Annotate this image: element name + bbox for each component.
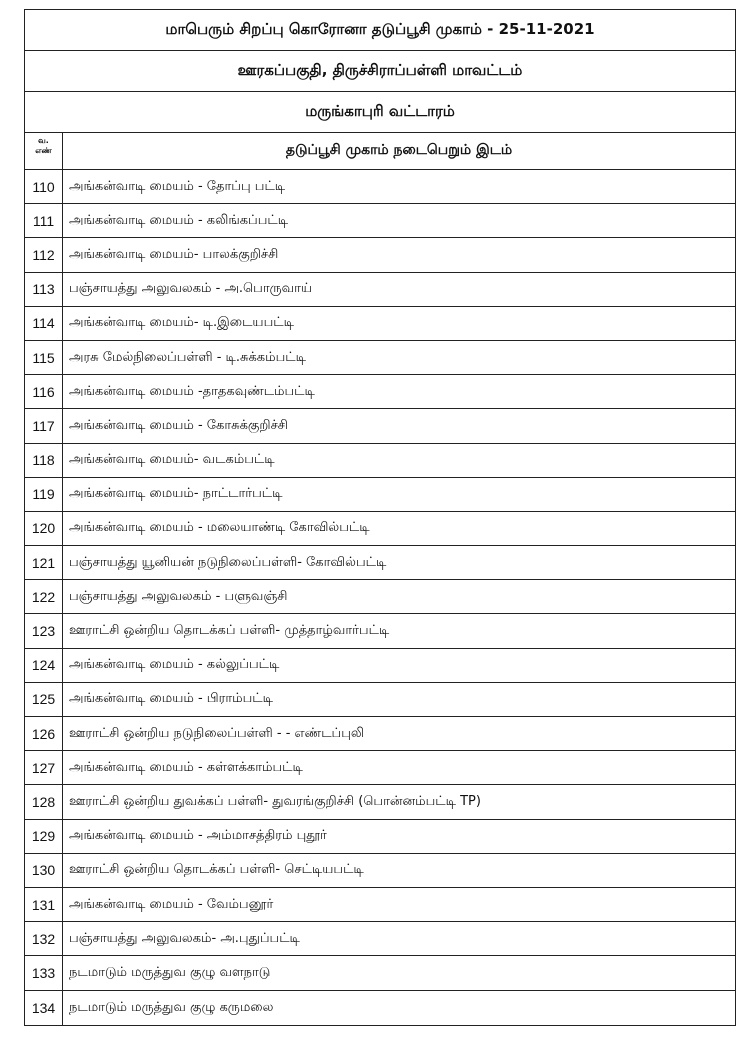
table-row (25, 614, 735, 648)
serial-number: 129 (25, 820, 63, 853)
table-row (25, 375, 735, 409)
table-row (25, 409, 735, 443)
serial-number: 123 (25, 614, 63, 647)
camp-location: அங்கன்வாடி மையம்- வடகம்பட்டி (69, 452, 275, 468)
table-row (25, 170, 735, 204)
camp-location-header: தடுப்பூசி முகாம் நடைபெறும் இடம் (285, 142, 513, 158)
camp-location: அங்கன்வாடி மையம்- நாட்டார்பட்டி (69, 486, 283, 502)
camp-location: பஞ்சாயத்து அலுவலகம் - அ.பொருவாய் (69, 281, 313, 297)
serial-number: 130 (25, 854, 63, 887)
camp-location: ஊராட்சி ஒன்றிய நடுநிலைப்பள்ளி - - எண்டப்புலி (69, 725, 365, 741)
serial-number-header (25, 133, 63, 169)
serial-number: 110 (25, 170, 63, 203)
camp-location: ஊராட்சி ஒன்றிய தொடக்கப் பள்ளி- செட்டியபட்டி (69, 862, 364, 878)
camp-location: அங்கன்வாடி மையம் - கள்ளக்காம்பட்டி (69, 759, 303, 775)
camp-location: நடமாடும் மருத்துவ குழு வளநாடு (69, 964, 271, 980)
serial-number: 122 (25, 580, 63, 613)
camp-location: பஞ்சாயத்து அலுவலகம்- அ.புதுப்பட்டி (69, 930, 300, 946)
serial-number-header-line1: வ. (38, 136, 49, 145)
serial-number: 117 (25, 409, 63, 442)
table-row (25, 341, 735, 375)
serial-number: 116 (25, 375, 63, 408)
serial-number: 134 (25, 991, 63, 1025)
camp-location: அங்கன்வாடி மையம்- டி.இடையபட்டி (69, 315, 294, 331)
serial-number: 132 (25, 922, 63, 955)
table-row (25, 956, 735, 990)
vaccination-camp-table (24, 9, 736, 1026)
table-row (25, 820, 735, 854)
camp-location: அங்கன்வாடி மையம் - கலிங்கப்பட்டி (69, 212, 289, 228)
serial-number: 133 (25, 956, 63, 989)
table-body (25, 170, 735, 1025)
table-row (25, 307, 735, 341)
serial-number: 128 (25, 785, 63, 818)
serial-number: 118 (25, 444, 63, 477)
table-row (25, 785, 735, 819)
table-row (25, 273, 735, 307)
camp-location: அங்கன்வாடி மையம் -தாதகவுண்டம்பட்டி (69, 383, 315, 399)
serial-number: 124 (25, 649, 63, 682)
serial-number: 126 (25, 717, 63, 750)
table-row (25, 512, 735, 546)
table-row (25, 238, 735, 272)
table-row (25, 922, 735, 956)
table-row (25, 580, 735, 614)
camp-location: நடமாடும் மருத்துவ குழு கருமலை (69, 999, 274, 1015)
camp-title: மாபெரும் சிறப்பு கொரோனா தடுப்பூசி முகாம் - 25-11-2021 (25, 10, 735, 51)
block-title: மருங்காபுரி வட்டாரம் (25, 92, 735, 133)
table-row (25, 751, 735, 785)
serial-number: 121 (25, 546, 63, 579)
serial-number: 112 (25, 238, 63, 271)
camp-location: பஞ்சாயத்து யூனியன் நடுநிலைப்பள்ளி- கோவில்பட்டி (69, 554, 387, 570)
serial-number: 125 (25, 683, 63, 716)
table-row (25, 854, 735, 888)
camp-location: பஞ்சாயத்து அலுவலகம் - பளுவஞ்சி (69, 588, 288, 604)
camp-location: அங்கன்வாடி மையம் - கோசுக்குறிச்சி (69, 417, 288, 433)
camp-location: அங்கன்வாடி மையம்- பாலக்குறிச்சி (69, 246, 279, 262)
column-header-row (25, 133, 735, 170)
serial-number-header-line2: எண் (35, 145, 52, 155)
table-row (25, 546, 735, 580)
serial-number: 119 (25, 478, 63, 511)
table-row (25, 888, 735, 922)
camp-location: ஊராட்சி ஒன்றிய தொடக்கப் பள்ளி- முத்தாழ்வார்பட்டி (69, 623, 390, 639)
camp-location: அங்கன்வாடி மையம் - வேம்பனூர் (69, 896, 274, 912)
table-row (25, 991, 735, 1025)
district-title: ஊரகப்பகுதி, திருச்சிராப்பள்ளி மாவட்டம் (25, 51, 735, 92)
serial-number: 127 (25, 751, 63, 784)
table-row (25, 478, 735, 512)
camp-location: அங்கன்வாடி மையம் - மலையாண்டி கோவில்பட்டி (69, 520, 370, 536)
serial-number: 131 (25, 888, 63, 921)
table-row (25, 444, 735, 478)
serial-number: 111 (25, 204, 63, 237)
table-row (25, 649, 735, 683)
serial-number: 115 (25, 341, 63, 374)
table-row (25, 683, 735, 717)
table-row (25, 717, 735, 751)
serial-number: 120 (25, 512, 63, 545)
camp-location: அங்கன்வாடி மையம் - அம்மாசத்திரம் புதூர் (69, 828, 327, 844)
camp-location: ஊராட்சி ஒன்றிய துவக்கப் பள்ளி- துவரங்குறிச்சி (பொன்னம்பட்டி TP) (69, 793, 481, 809)
serial-number: 114 (25, 307, 63, 340)
serial-number: 113 (25, 273, 63, 306)
table-row (25, 204, 735, 238)
camp-location: அங்கன்வாடி மையம் - கல்லுப்பட்டி (69, 657, 280, 673)
camp-location: அரசு மேல்நிலைப்பள்ளி - டி.சுக்கம்பட்டி (69, 349, 306, 365)
camp-location: அங்கன்வாடி மையம் - தோப்பு பட்டி (69, 178, 286, 194)
camp-location: அங்கன்வாடி மையம் - பிராம்பட்டி (69, 691, 273, 707)
